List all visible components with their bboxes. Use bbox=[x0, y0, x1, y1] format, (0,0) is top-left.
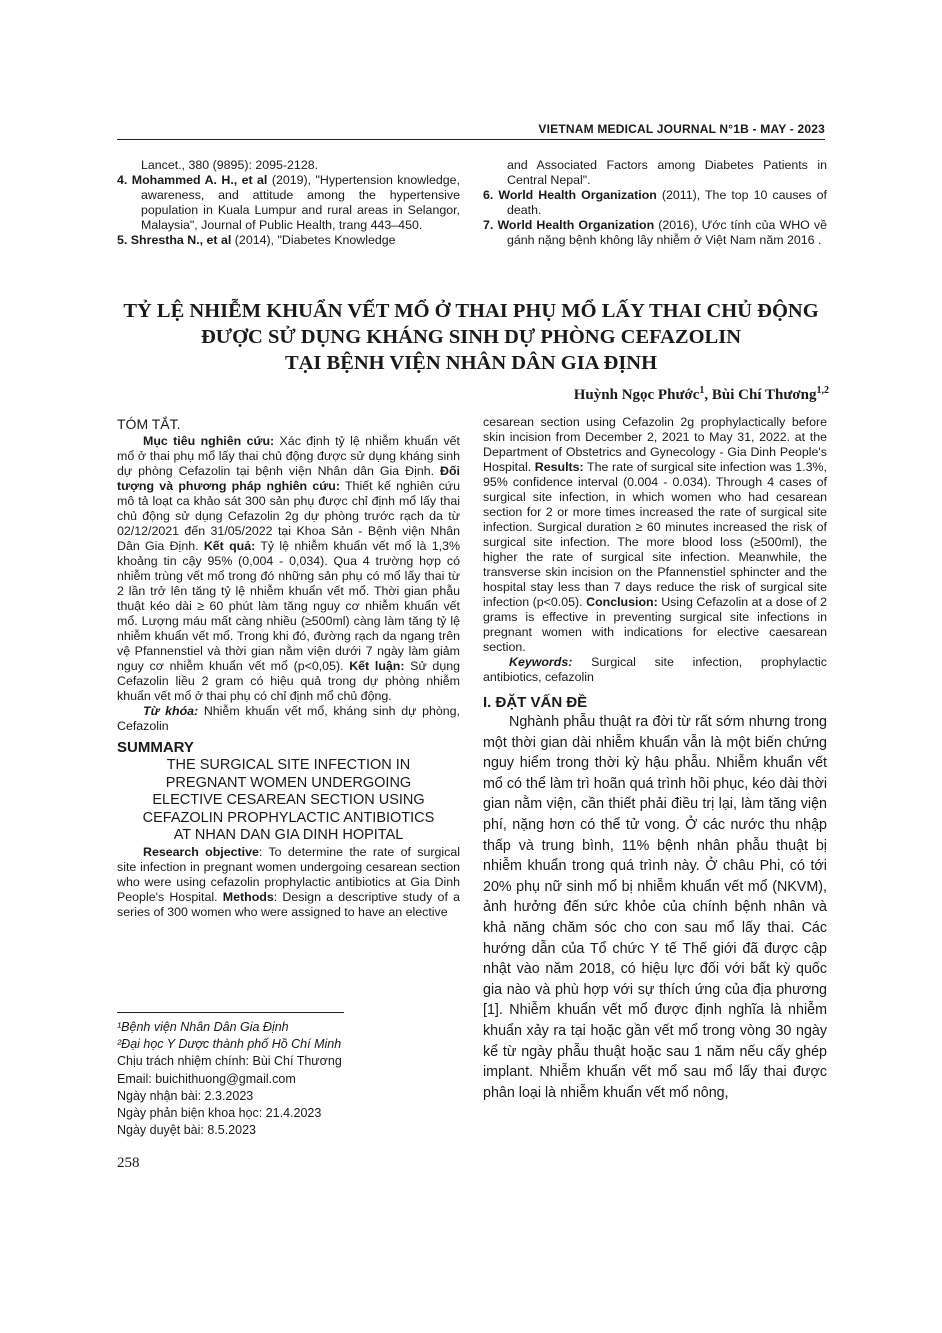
title-line: ĐƯỢC SỬ DỤNG KHÁNG SINH DỰ PHÒNG CEFAZOLIN bbox=[200, 326, 742, 348]
method-text: Thiết kế nghiên cứu mô tả loạt ca khảo sát 300 sản phụ được chỉ định mổ lấy thai chủ động sử dụng Cefazolin 2g dự phòng trước rạch da từ 02/12/2021 đến 31/05/2022 tại Khoa Sản - Bệnh viện Nhân Dân Gia Định. bbox=[117, 479, 460, 553]
article-title bbox=[100, 298, 842, 376]
date-reviewed: Ngày phản biện khoa học: 21.4.2023 bbox=[117, 1106, 322, 1121]
author-affiliation: 1 bbox=[699, 385, 705, 396]
reference-author: Shrestha N., et al bbox=[130, 233, 232, 247]
reference-item bbox=[483, 218, 827, 248]
summary-title-line: THE SURGICAL SITE INFECTION IN bbox=[166, 757, 411, 773]
summary-title-line: CEFAZOLIN PROPHYLACTIC ANTIBIOTICS bbox=[142, 809, 435, 826]
reference-text: and Associated Factors among Diabetes Patients in Central Nepal". bbox=[507, 158, 827, 187]
result-text: Tỷ lệ nhiễm khuẩn vết mổ là 1,3% khoảng tin cậy 95% (0,004 - 0,034). Qua 4 trường hợp có nhiễm trùng vết mổ trong đó những sản phụ có mổ lấy thai từ 2 lần trở lên tăng tỷ lệ nhiễm khuẩn vết mổ. Thời gian phẫu thuật kéo dài ≥ 60 phút làm tăng nguy cơ nhiễm khuẩn vết mổ. Lượng máu mất càng nhiều (≥500ml) càng làm tăng tỷ lệ nhiễm khuẩn vết mổ. Trong khi đó, đường rạch da ngang trên vệ Pfannenstiel và thời gian nằm viện dưới 7 ngày làm giảm nguy cơ nhiễm khuẩn vết mổ (p<0,05). bbox=[117, 539, 460, 673]
section-heading: I. ĐẶT VẤN ĐỀ bbox=[483, 694, 588, 711]
reference-author: World Health Organization bbox=[497, 218, 655, 232]
summary-objective-text: : To determine the rate of surgical site infection in pregnant women undergoing cesarean section who were using cefazolin prophylactic antibiotics at Gia Dinh People's Hospital. bbox=[117, 844, 461, 904]
method-label: Đối tượng và phương pháp nghiên cứu: bbox=[117, 464, 460, 493]
right-column bbox=[483, 415, 827, 1103]
summary-conclusion-text: Using Cefazolin at a dose of 2 grams is effective in preventing surgical site infections in pregnant women with indications for elective caesarean section. bbox=[483, 595, 827, 654]
title-line: TẠI BỆNH VIỆN NHÂN DÂN GIA ĐỊNH bbox=[284, 352, 658, 374]
email: Email: buichithuong@gmail.com bbox=[117, 1071, 296, 1086]
reference-author: Mohammed A. H., et al bbox=[131, 173, 268, 187]
reference-num: 4. bbox=[117, 173, 128, 187]
date-received: Ngày nhận bài: 2.3.2023 bbox=[117, 1088, 254, 1103]
affiliation-1: ¹Bệnh viện Nhân Dân Gia Định bbox=[117, 1020, 289, 1034]
summary-title-line: ELECTIVE CESAREAN SECTION USING bbox=[152, 792, 425, 808]
introduction-text: Nghành phẫu thuật ra đời từ rất sớm nhưng trong một thời gian dài nhiễm khuẩn vẫn là một biến chứng nguy hiểm trong thời kỳ hậu phẫu. Nhiễm khuẩn vết mổ có thể làm trì hoãn quá trình hồi phục, kéo dài thời gian nằm viện, cần thiết phải điều trị lại, làm tăng viện phí, nặng hơn có thể tử vong. Ở các nước thu nhập thấp và trung bình, 11% bệnh nhân phẫu thuật bị nhiễm khuẩn trong quá trình này. Ở châu Phi, có tới 20% phụ nữ sinh mổ bị nhiễm khuẩn vết mổ (NKVM), ảnh hưởng đến sức khỏe của chính bệnh nhân và khả năng chăm sóc cho con sau mổ lấy thai. Các hướng dẫn của Tổ chức Y tế Thế giới đã được cập nhật vào năm 2018, có hiệu lực đối với bất kỳ quốc gia nào và phù hợp với sự thích ứng của địa phương [1]. Nhiễm khuẩn vết mổ được định nghĩa là nhiễm khuẩn xảy ra tại hoặc gần vết mổ trong vòng 30 ngày kể từ ngày phẫu thuật hoặc sau 1 năm nếu cấy ghép implant. Nhiễm khuẩn vết mổ sau mổ lấy thai được phân loại là nhiễm khuẩn vết mổ nông, bbox=[483, 714, 827, 1101]
summary-body bbox=[117, 845, 460, 920]
corresponding-author: Chịu trách nhiệm chính: Bùi Chí Thương bbox=[117, 1054, 342, 1069]
summary-result-text: The rate of surgical site infection was 1.3%, 95% confidence interval (0.004 - 0.034). Through 4 cases of surgical site infection, in which women who had cesarean section for 2 or more times increased the rate of surgical site infection. Surgical duration ≥ 60 minutes increased the risk of surgical site infection. The more blood loss (≥500ml), the higher the rate of surgical site infection. Meanwhile, the transverse skin incision on the Pfannenstiel sphincter and the hospital stay less than 7 days reduce the risk of surgical site infection (p<0.05). bbox=[483, 460, 827, 609]
footnotes bbox=[117, 1019, 467, 1139]
summary-continued bbox=[483, 415, 827, 655]
keywords-en-text: Surgical site infection, prophylactic antibiotics, cefazolin bbox=[483, 655, 827, 684]
reference-author: World Health Organization bbox=[498, 188, 657, 202]
running-header: VIETNAM MEDICAL JOURNAL N°1B - MAY - 2023 bbox=[117, 122, 825, 140]
summary-title bbox=[117, 757, 460, 845]
result-label: Kết quả: bbox=[203, 539, 256, 553]
keywords-vi bbox=[117, 704, 460, 734]
left-column bbox=[117, 417, 460, 920]
reference-text: (2011), The top 10 causes of death. bbox=[507, 188, 827, 217]
abstract-heading: TÓM TẮT. bbox=[117, 416, 181, 432]
author-name: Bùi Chí Thương bbox=[711, 387, 817, 403]
page-number: 258 bbox=[117, 1155, 140, 1171]
summary-heading: SUMMARY bbox=[117, 739, 194, 756]
summary-method-text: : Design a descriptive study of a series of 300 women who were assigned to have an elective bbox=[117, 889, 460, 919]
reference-item bbox=[117, 233, 460, 248]
affiliation-2: ²Đại học Y Dược thành phố Hồ Chí Minh bbox=[117, 1037, 342, 1052]
references-right bbox=[483, 158, 827, 248]
reference-text: (2014), "Diabetes Knowledge bbox=[234, 233, 396, 247]
author-name: Huỳnh Ngọc Phước bbox=[573, 387, 700, 403]
author-affiliation: 1,2 bbox=[816, 385, 829, 396]
summary-title-line: PREGNANT WOMEN UNDERGOING bbox=[165, 774, 412, 791]
keywords-en-label: Keywords: bbox=[509, 655, 573, 669]
footnote-rule bbox=[117, 1012, 344, 1013]
summary-objective-label: Research objective bbox=[143, 844, 259, 859]
reference-item bbox=[117, 173, 460, 233]
date-accepted: Ngày duyệt bài: 8.5.2023 bbox=[117, 1123, 256, 1138]
keywords-label: Từ khóa: bbox=[143, 704, 199, 718]
keywords-text: Nhiễm khuẩn vết mổ, kháng sinh dự phòng, Cefazolin bbox=[117, 704, 460, 733]
reference-num: 5. bbox=[117, 233, 128, 247]
objective-label: Mục tiêu nghiên cứu: bbox=[143, 434, 275, 448]
reference-num: 7. bbox=[483, 218, 494, 232]
reference-text: Lancet., 380 (9895): 2095-2128. bbox=[141, 158, 319, 172]
conclusion-label: Kết luận: bbox=[349, 659, 405, 673]
reference-item bbox=[483, 158, 827, 188]
objective-text: Xác định tỷ lệ nhiễm khuẩn vết mổ ở thai phụ mổ lấy thai chủ động được sử dụng kháng sinh dự phòng Cefazolin tại bệnh viện Nhân dân Gia Định. bbox=[117, 434, 460, 478]
title-line: TỶ LỆ NHIỄM KHUẨN VẾT MỔ Ở THAI PHỤ MỔ LẤY THAI CHỦ ĐỘNG bbox=[123, 300, 819, 322]
reference-text: (2016), Ước tính của WHO về gánh nặng bệnh không lây nhiễm ở Việt Nam năm 2016 . bbox=[507, 218, 827, 247]
reference-num: 6. bbox=[483, 188, 494, 202]
reference-item bbox=[483, 188, 827, 218]
summary-method-label: Methods bbox=[222, 889, 274, 904]
author-separator: , bbox=[704, 387, 712, 403]
summary-title-line: AT NHAN DAN GIA DINH HOPITAL bbox=[173, 827, 404, 843]
authors bbox=[480, 385, 829, 404]
abstract-vi-body bbox=[117, 434, 460, 704]
conclusion-text: Sử dụng Cefazolin liều 2 gram có hiệu quả trong dự phòng nhiễm khuẩn vết mổ ở thai phụ có chỉ định mổ chủ động. bbox=[117, 659, 460, 703]
reference-text: (2019), "Hypertension knowledge, awareness, and attitude among the hypertensive population in Kuala Lumpur and rural areas in Selangor, Malaysia", Journal of Public Health, trang 443–450. bbox=[141, 173, 460, 232]
keywords-en bbox=[483, 655, 827, 685]
summary-conclusion-label: Conclusion: bbox=[586, 595, 658, 609]
summary-cont-text: cesarean section using Cefazolin 2g prophylactically before skin incision from December 2, 2021 to May 31, 2022. at the Department of Obstetrics and Gynecology - Gia Dinh People's Hospital. bbox=[483, 415, 827, 474]
references-left bbox=[117, 158, 460, 248]
reference-item bbox=[117, 158, 460, 173]
summary-result-label: Results: bbox=[534, 460, 584, 474]
